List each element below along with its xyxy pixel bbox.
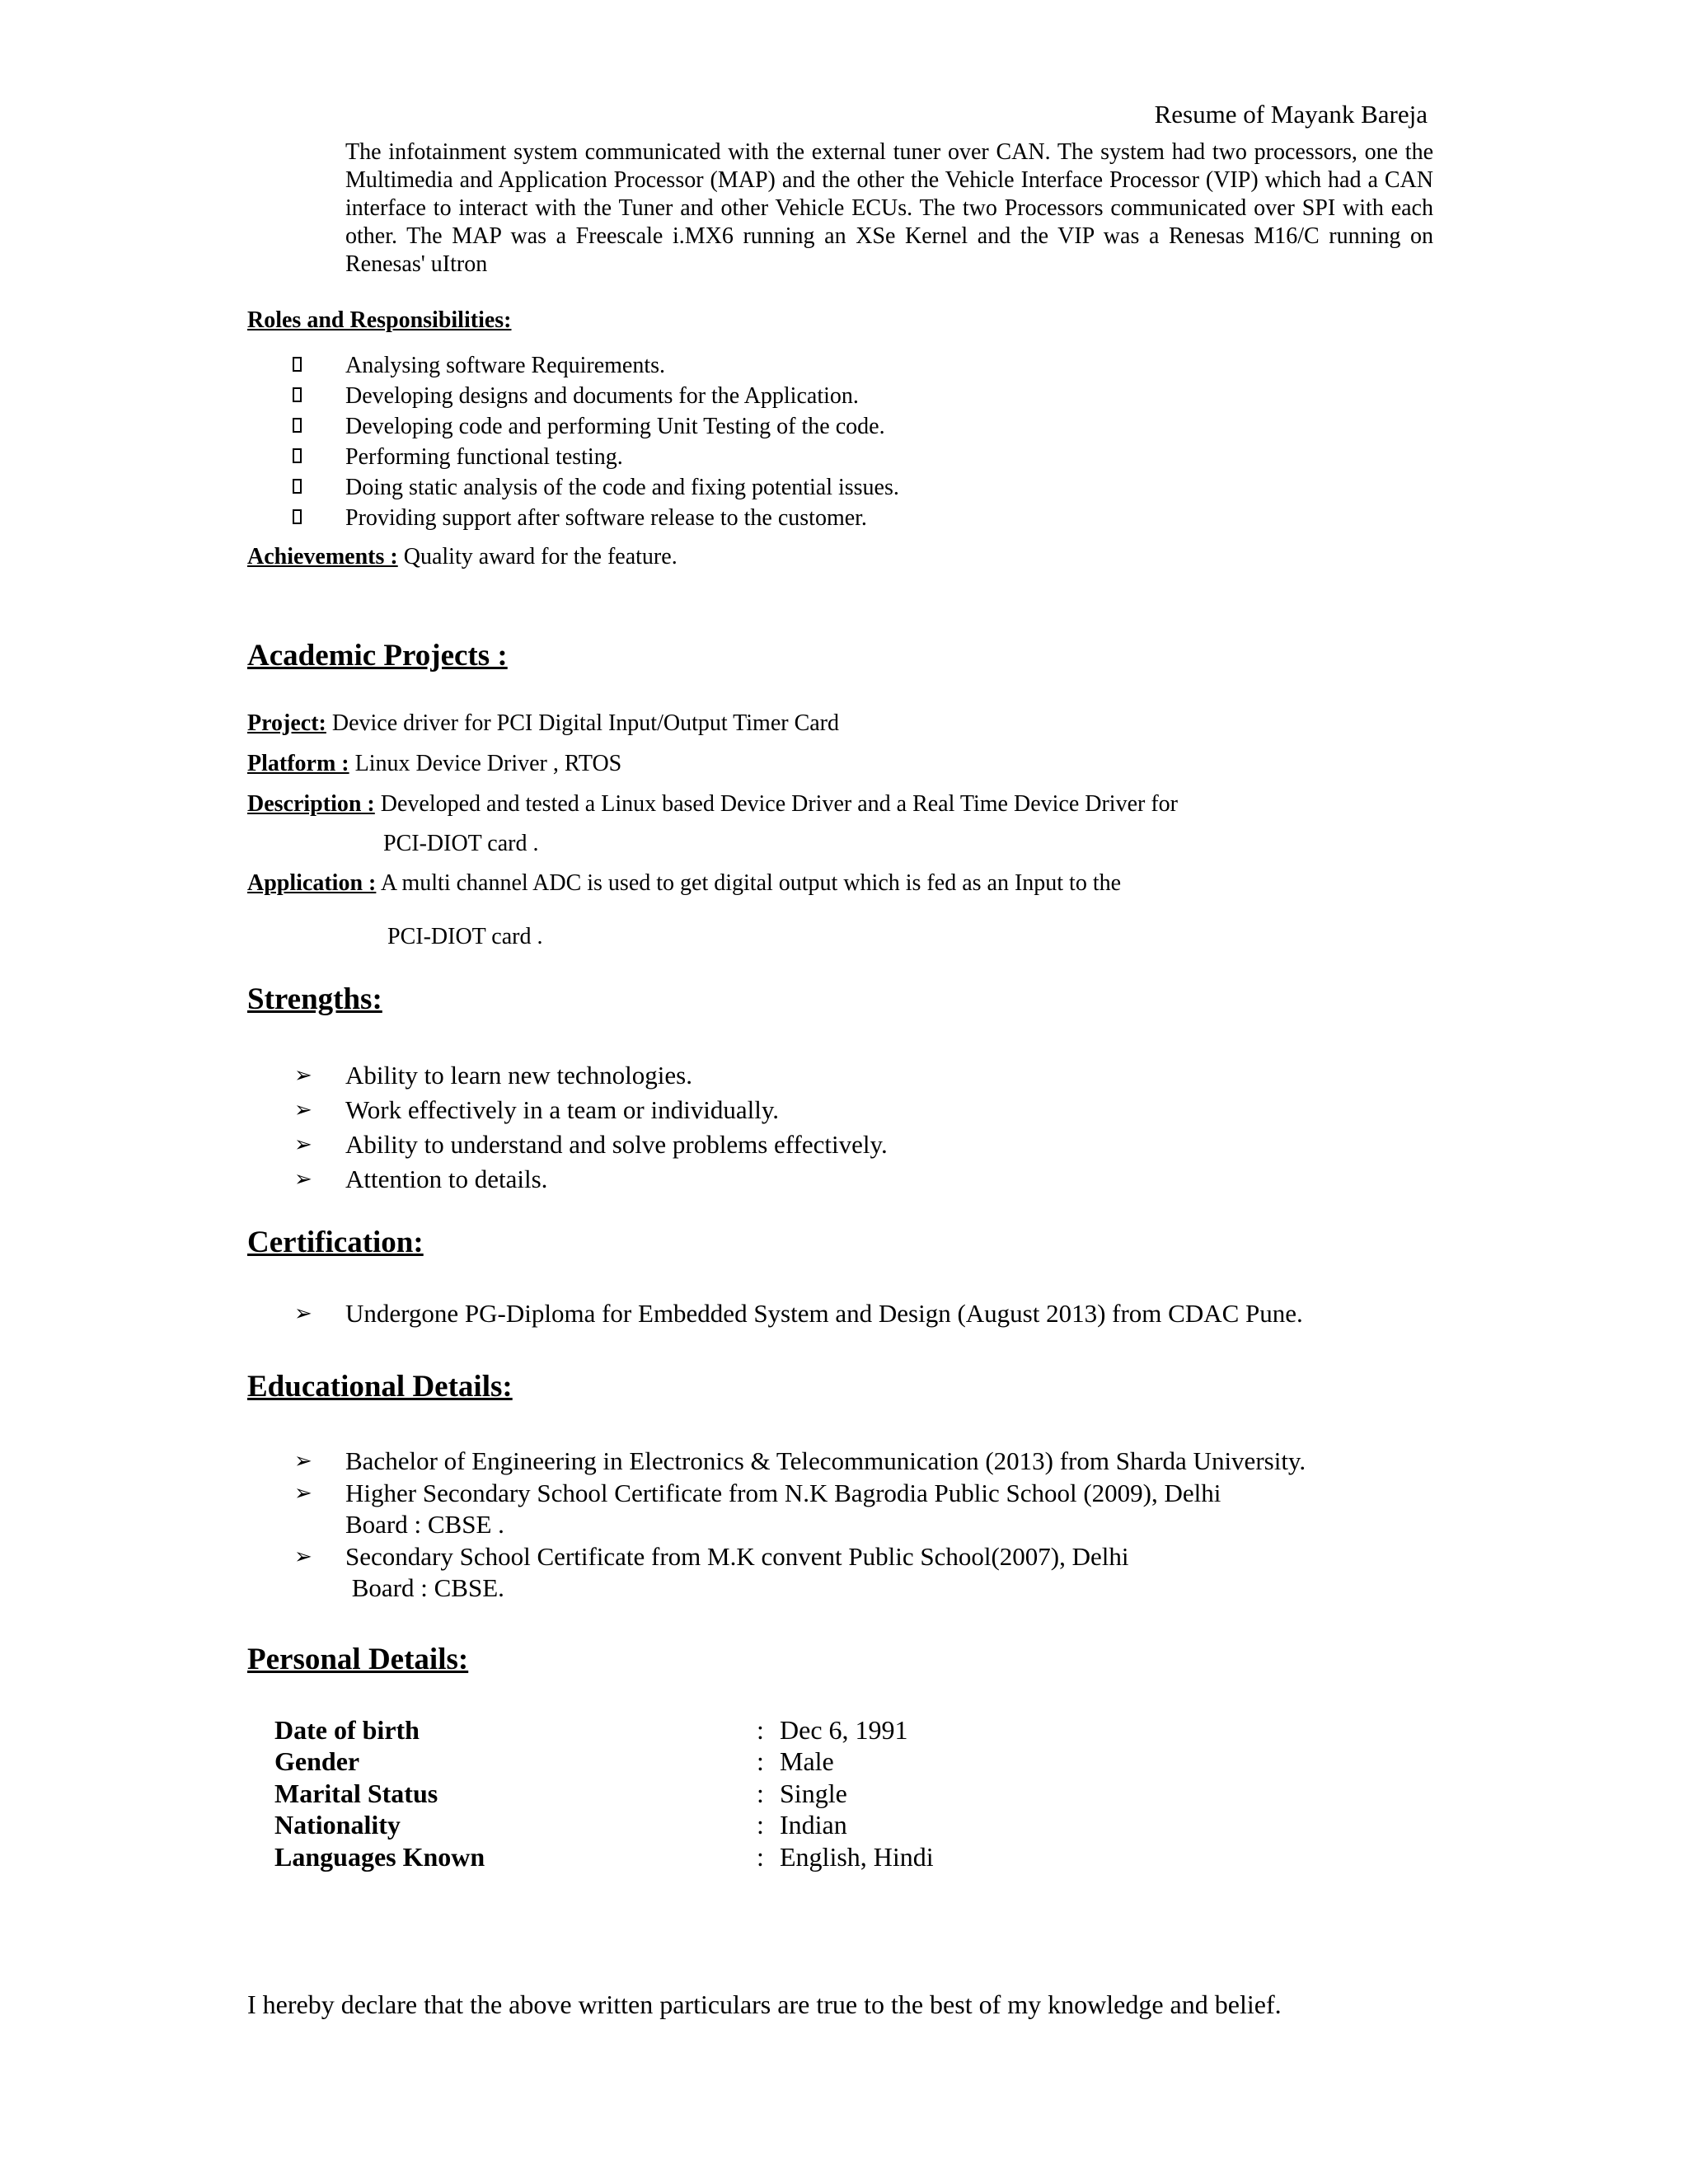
education-heading: Educational Details: — [247, 1370, 513, 1404]
arrow-bullet-icon: ➢ — [294, 1132, 312, 1157]
roles-list — [293, 350, 899, 533]
arrow-bullet-icon: ➢ — [294, 1301, 312, 1326]
separator: : — [757, 1746, 764, 1777]
table-row — [274, 1746, 934, 1779]
achievements-label: Achievements : — [247, 544, 398, 569]
academic-projects-heading: Academic Projects : — [247, 639, 508, 673]
personal-key: Marital Status — [274, 1778, 438, 1808]
application-label: Application : — [247, 870, 377, 896]
arrow-bullet-icon: ➢ — [294, 1167, 312, 1192]
resume-header-title: Resume of Mayank Bareja — [1154, 100, 1428, 129]
table-row — [274, 1778, 934, 1810]
platform-text: Linux Device Driver , RTOS — [349, 751, 622, 776]
description-label: Description : — [247, 791, 375, 817]
square-bullet-icon — [293, 509, 302, 524]
certification-heading: Certification: — [247, 1226, 424, 1259]
declaration-text: I hereby declare that the above written particulars are true to the best of my knowledge and belief. — [247, 1990, 1282, 2019]
table-row — [274, 1841, 934, 1873]
platform-line — [247, 751, 621, 777]
personal-key: Nationality — [274, 1810, 401, 1840]
list-item: ➢ Undergone PG-Diploma for Embedded System and Design (August 2013) from CDAC Pune. — [294, 1296, 1303, 1331]
square-bullet-icon — [293, 418, 302, 433]
list-item: Developing code and performing Unit Testing of the code. — [293, 411, 899, 442]
square-bullet-icon — [293, 479, 302, 494]
application-line — [247, 870, 1121, 897]
personal-key: Date of birth — [274, 1714, 420, 1745]
achievements-line — [247, 544, 678, 570]
description-line — [247, 791, 1178, 818]
list-item: ➢ Bachelor of Engineering in Electronics & Telecommunication (2013) from Sharda University. — [294, 1446, 1306, 1478]
education-list — [294, 1446, 1306, 1605]
arrow-bullet-icon: ➢ — [294, 1063, 312, 1088]
personal-value: English, Hindi — [780, 1841, 934, 1872]
description-continuation: PCI-DIOT card . — [383, 831, 539, 856]
list-item: ➢ Secondary School Certificate from M.K convent Public School(2007), Delhi Board : CBSE. — [294, 1541, 1129, 1602]
personal-value: Male — [780, 1746, 834, 1777]
achievements-text: Quality award for the feature. — [397, 544, 678, 569]
list-item: ➢ Ability to understand and solve problems effectively. — [294, 1127, 888, 1162]
roles-heading: Roles and Responsibilities: — [247, 307, 512, 333]
project-text: Device driver for PCI Digital Input/Output Timer Card — [326, 710, 839, 736]
platform-label: Platform : — [247, 751, 349, 776]
intro-paragraph: The infotainment system communicated with the external tuner over CAN. The system had two processors, one the Multimedia and Application Processor (MAP) and the other the Vehicle Interface Processor (VIP) which had a CAN interface to interact with the Tuner and other Vehicle ECUs. The two Processors communicated over SPI with each other. The MAP was a Freescale i.MX6 running an XSe Kernel and the VIP was a Renesas M16/C running on Renesas' uItron — [345, 139, 1433, 277]
separator: : — [757, 1841, 764, 1872]
list-item: ➢ Ability to learn new technologies. — [294, 1058, 888, 1093]
arrow-bullet-icon: ➢ — [294, 1480, 312, 1506]
personal-key: Gender — [274, 1746, 360, 1777]
list-item: Doing static analysis of the code and fixing potential issues. — [293, 472, 899, 503]
personal-details-table — [274, 1714, 934, 1873]
project-label: Project: — [247, 710, 326, 736]
personal-details-heading: Personal Details: — [247, 1643, 469, 1676]
separator: : — [757, 1714, 764, 1745]
arrow-bullet-icon: ➢ — [294, 1449, 312, 1474]
list-item: ➢ Work effectively in a team or individually. — [294, 1093, 888, 1127]
square-bullet-icon — [293, 448, 302, 463]
list-item: Performing functional testing. — [293, 442, 899, 472]
description-text: Developed and tested a Linux based Device Driver and a Real Time Device Driver for — [374, 791, 1178, 817]
personal-value: Single — [780, 1778, 847, 1808]
square-bullet-icon — [293, 357, 302, 372]
separator: : — [757, 1810, 764, 1840]
strengths-heading: Strengths: — [247, 982, 382, 1016]
list-item: ➢ Attention to details. — [294, 1162, 888, 1197]
square-bullet-icon — [293, 387, 302, 402]
list-item: ➢ Higher Secondary School Certificate from N.K Bagrodia Public School (2009), Delhi Board : CBSE . — [294, 1478, 1221, 1539]
list-item: Analysing software Requirements. — [293, 350, 899, 381]
certification-list — [294, 1296, 1303, 1331]
table-row — [274, 1714, 934, 1746]
arrow-bullet-icon: ➢ — [294, 1544, 312, 1569]
personal-key: Languages Known — [274, 1841, 485, 1872]
separator: : — [757, 1778, 764, 1808]
personal-value: Indian — [780, 1810, 847, 1840]
arrow-bullet-icon: ➢ — [294, 1098, 312, 1122]
application-text: A multi channel ADC is used to get digital output which is fed as an Input to the — [376, 870, 1122, 896]
list-item: Developing designs and documents for the Application. — [293, 381, 899, 411]
table-row — [274, 1810, 934, 1842]
strengths-list — [294, 1058, 888, 1197]
personal-value: Dec 6, 1991 — [780, 1714, 908, 1745]
list-item: Providing support after software release to the customer. — [293, 503, 899, 533]
project-line — [247, 710, 839, 737]
application-continuation: PCI-DIOT card . — [387, 924, 543, 949]
